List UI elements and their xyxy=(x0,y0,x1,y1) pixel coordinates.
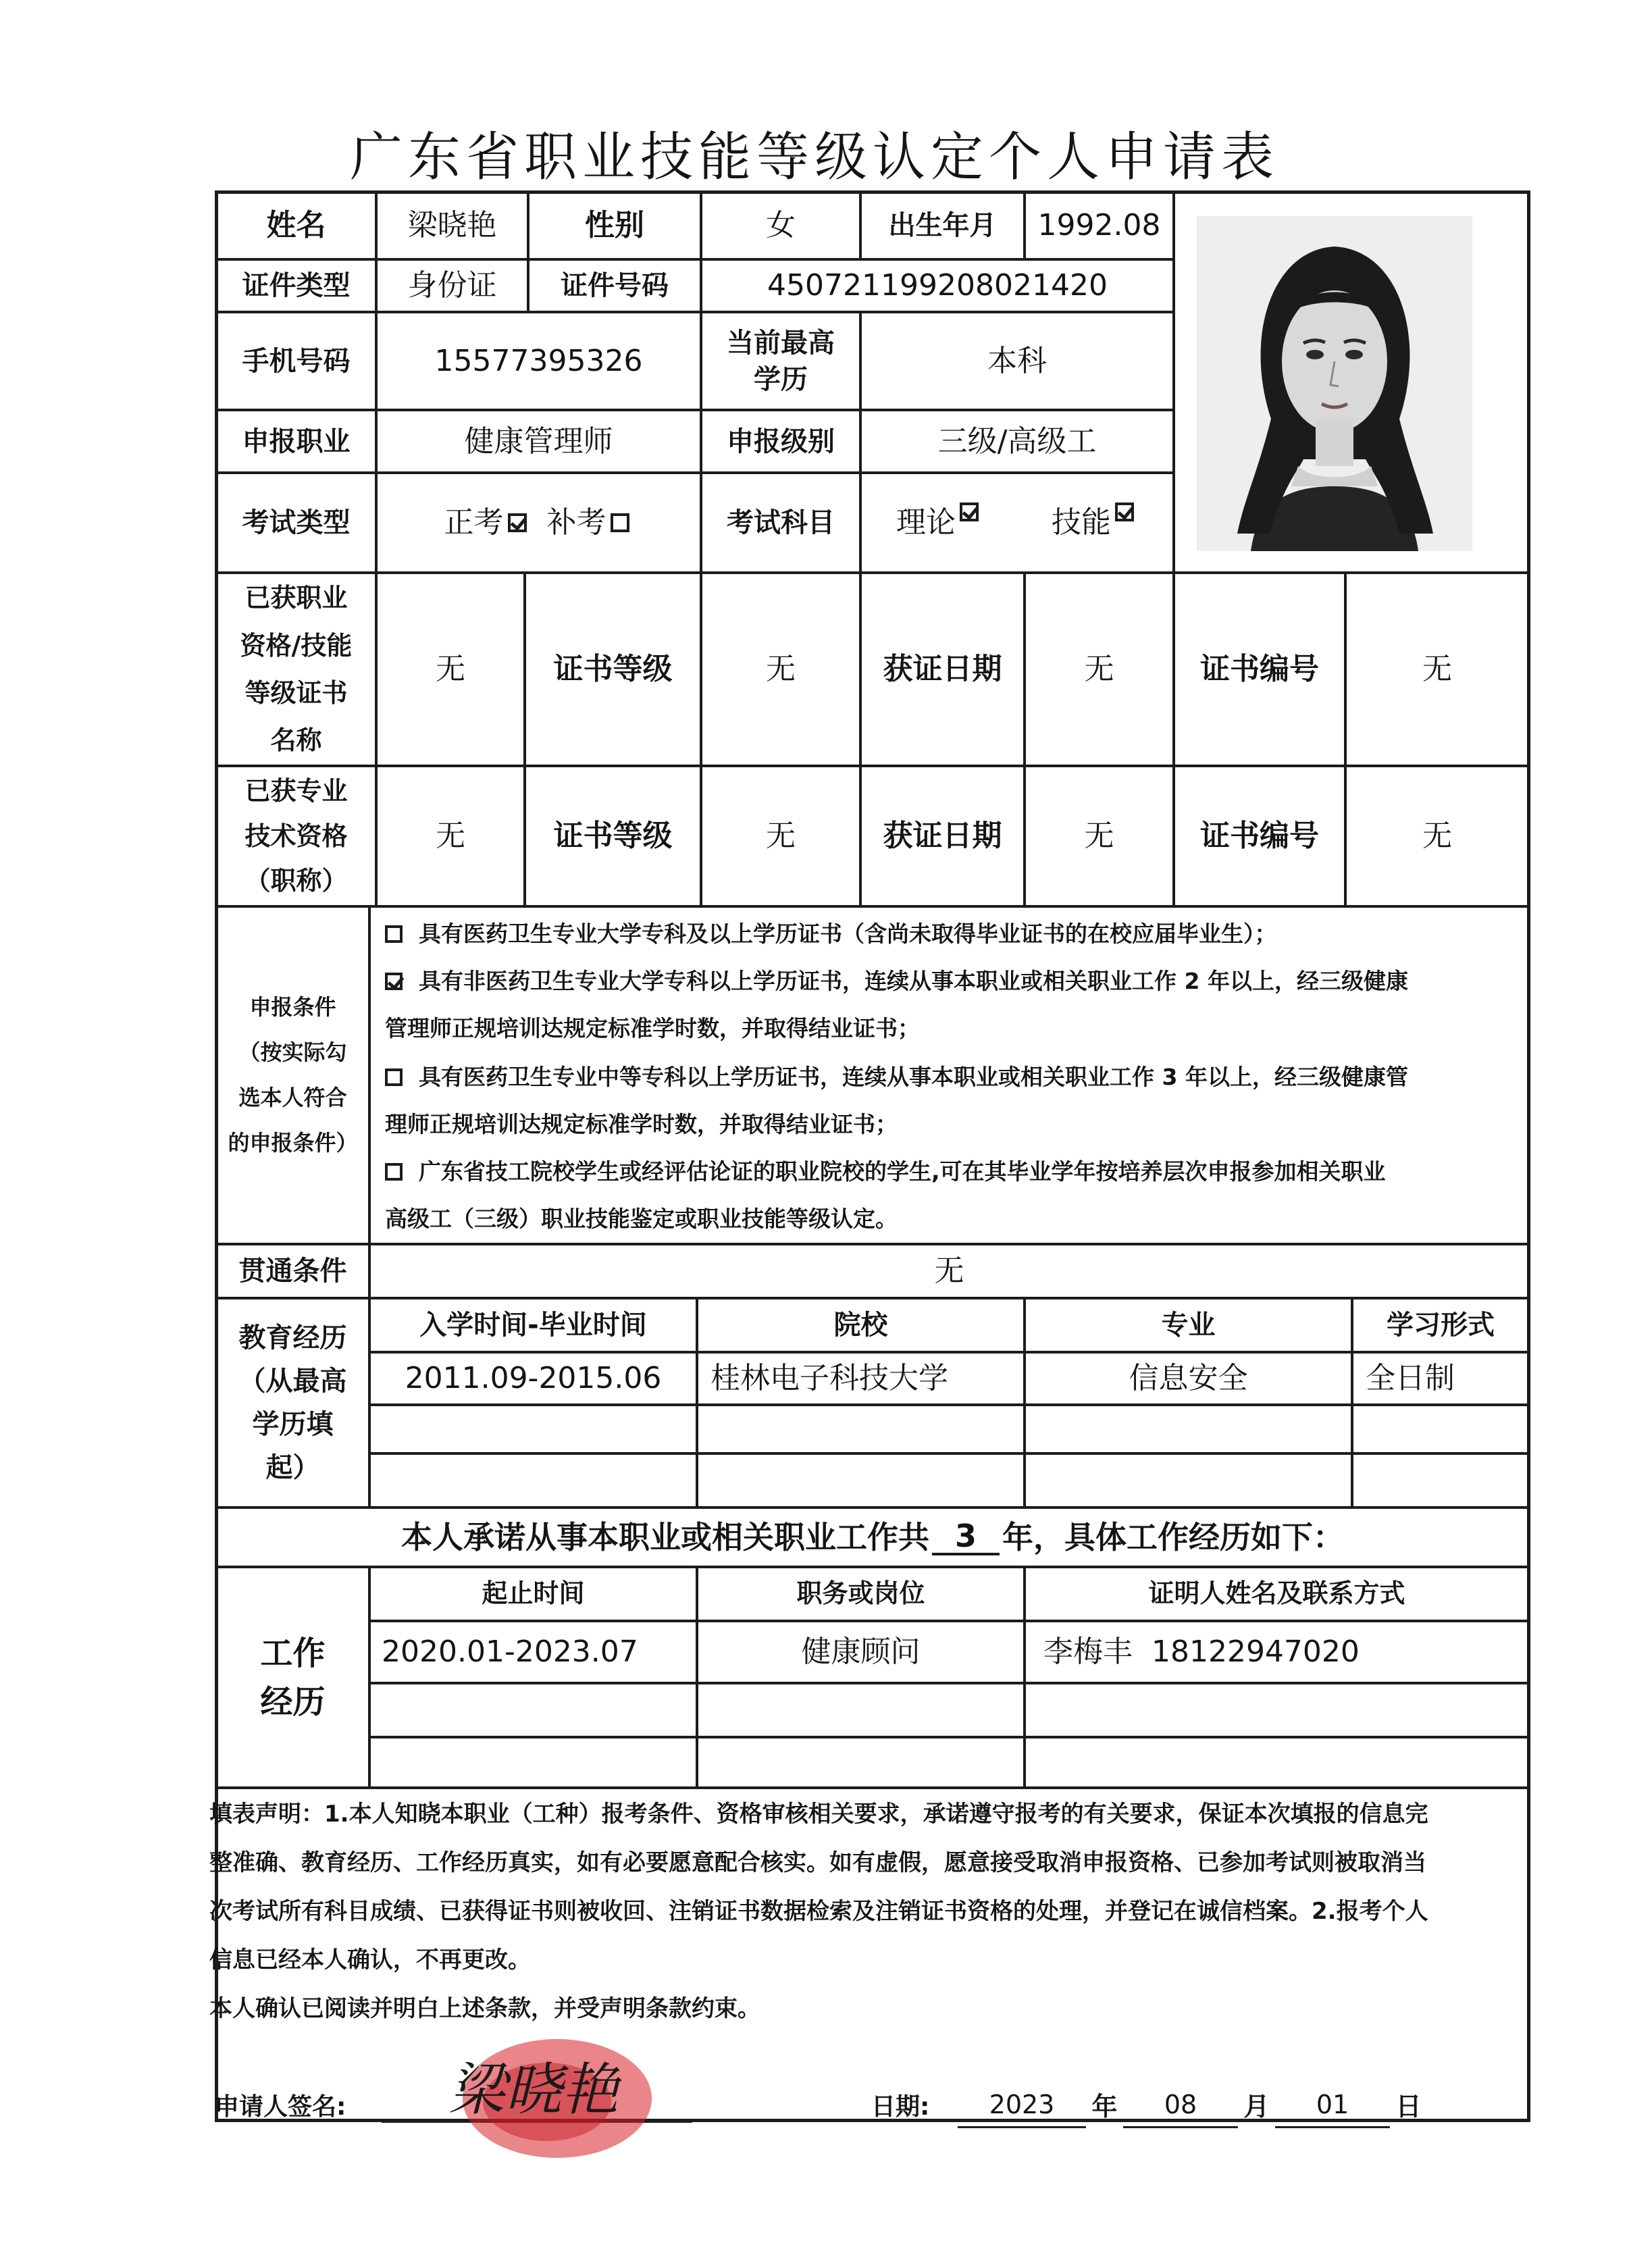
value-through-condition: 无 xyxy=(934,1254,964,1289)
exam-makeup-label: 补考 xyxy=(546,505,606,540)
label-level: 申报级别 xyxy=(727,426,835,457)
condition-line: 理师正规培训达规定标准学时数，并取得结业证书； xyxy=(385,1111,898,1137)
header-edu-major: 专业 xyxy=(1161,1310,1216,1341)
declaration-line: 填表声明：1.本人知晓本职业（工种）报考条件、资格审核相关要求，承诺遵守报考的有关要求，保证本次填报的信息完 xyxy=(209,1801,1428,1828)
edu-mode-1: 全日制 xyxy=(1366,1361,1455,1396)
exam-theory-label: 理论 xyxy=(896,505,956,540)
header-edu-mode: 学习形式 xyxy=(1387,1310,1495,1341)
exam-regular-label: 正考 xyxy=(444,505,504,540)
value-id-type: 身份证 xyxy=(407,268,497,303)
condition-line xyxy=(385,1148,1493,1195)
label-qualification-line: 等级证书 xyxy=(244,678,348,708)
declaration-line: 本人确认已阅读并明白上述条款，并受声明条款约束。 xyxy=(209,1995,760,2022)
value-qualification-date: 无 xyxy=(1084,652,1114,687)
condition-2-checkbox[interactable] xyxy=(385,973,403,990)
header-edu-school: 院校 xyxy=(833,1310,888,1341)
declaration xyxy=(209,1790,1506,2033)
work-post-1: 健康顾问 xyxy=(801,1634,921,1670)
label-cert-level: 证书等级 xyxy=(553,819,673,854)
label-gender: 性别 xyxy=(585,208,644,243)
label-id-type: 证件类型 xyxy=(242,270,351,301)
condition-item xyxy=(385,910,1493,958)
condition-line xyxy=(385,910,1493,958)
label-conditions-line: 申报条件 xyxy=(249,994,336,1020)
grid-line xyxy=(1172,190,1175,571)
label-cert-date: 获证日期 xyxy=(883,652,1002,687)
label-tech-title-line: 已获专业 xyxy=(244,776,348,806)
value-education: 本科 xyxy=(987,343,1047,378)
label-date: 日期: xyxy=(871,2092,930,2121)
exam-theory-checkbox[interactable] xyxy=(960,502,979,521)
value-tech-title-date: 无 xyxy=(1084,819,1114,854)
label-education-history-line: 学历填 xyxy=(252,1409,334,1440)
label-conditions xyxy=(217,908,368,1243)
grid-line xyxy=(215,1786,1530,1789)
value-qualification-number: 无 xyxy=(1422,652,1452,687)
label-cert-number: 证书编号 xyxy=(1200,819,1319,854)
work-commitment-prefix: 本人承诺从事本职业或相关职业工作共 xyxy=(401,1518,929,1555)
value-tech-title-level: 无 xyxy=(766,819,796,854)
label-year: 年 xyxy=(1091,2092,1118,2122)
handwritten-signature: 梁晓艳 xyxy=(448,2057,619,2123)
label-education xyxy=(702,313,859,409)
label-name: 姓名 xyxy=(266,208,326,243)
value-qualification-name: 无 xyxy=(436,652,465,687)
edu-school-1: 桂林电子科技大学 xyxy=(710,1361,948,1396)
label-tech-title xyxy=(217,767,375,905)
date-month: 08 xyxy=(1123,2084,1238,2128)
grid-line xyxy=(368,905,371,1506)
condition-4-checkbox[interactable] xyxy=(385,1163,403,1181)
date-day: 01 xyxy=(1275,2084,1390,2128)
grid-line xyxy=(368,1682,1530,1684)
value-phone: 15577395326 xyxy=(434,343,643,378)
value-tech-title-name: 无 xyxy=(436,819,465,854)
applicant-photo xyxy=(1197,216,1472,551)
edu-major-1: 信息安全 xyxy=(1129,1361,1248,1396)
value-occupation: 健康管理师 xyxy=(464,423,613,459)
header-work-reference: 证明人姓名及联系方式 xyxy=(1148,1578,1405,1609)
condition-1-checkbox[interactable] xyxy=(385,925,403,943)
condition-item xyxy=(385,958,1493,1052)
label-conditions-line: 选本人符合 xyxy=(238,1085,347,1110)
condition-line: 管理师正规培训达规定标准学时数，并取得结业证书； xyxy=(385,1015,920,1041)
header-edu-time: 入学时间-毕业时间 xyxy=(419,1310,647,1341)
condition-1-text: 具有医药卫生专业大学专科及以上学历证书（含尚未取得毕业证书的在校应届毕业生）； xyxy=(419,921,1277,947)
date-year: 2023 xyxy=(958,2084,1086,2128)
label-exam-subject: 考试科目 xyxy=(727,507,835,538)
label-work-history-line: 工作 xyxy=(260,1634,326,1672)
label-education-history xyxy=(217,1299,368,1506)
label-occupation: 申报职业 xyxy=(242,426,351,457)
label-conditions-line: 的申报条件） xyxy=(228,1130,358,1156)
condition-2-text: 具有非医药卫生专业大学专科以上学历证书，连续从事本职业或相关职业工作 2 年以上，经三级健康 xyxy=(419,968,1408,994)
exam-regular-checkbox[interactable] xyxy=(508,513,527,532)
label-education-history-line: 起） xyxy=(265,1452,320,1483)
value-birth: 1992.08 xyxy=(1037,208,1161,243)
declaration-line: 整准确、教育经历、工作经历真实，如有必要愿意配合核实。如有虚假，愿意接受取消申报资格、已参加考试则被取消当 xyxy=(209,1849,1426,1876)
value-name: 梁晓艳 xyxy=(407,208,497,243)
label-exam-type: 考试类型 xyxy=(242,507,351,538)
label-education-history-line: 教育经历 xyxy=(238,1322,347,1354)
declaration-line: 信息已经本人确认，不再更改。 xyxy=(209,1947,531,1974)
exam-makeup-checkbox[interactable] xyxy=(611,513,629,532)
label-phone: 手机号码 xyxy=(242,345,351,377)
work-commitment-years: 3 xyxy=(932,1519,1000,1556)
label-work-history-line: 经历 xyxy=(260,1682,326,1721)
label-work-history xyxy=(217,1568,368,1786)
label-education-history-line: （从最高 xyxy=(238,1366,347,1397)
work-time-1: 2020.01-2023.07 xyxy=(382,1634,638,1670)
header-work-time: 起止时间 xyxy=(482,1578,585,1609)
value-gender: 女 xyxy=(766,208,796,243)
value-tech-title-number: 无 xyxy=(1422,819,1452,854)
label-qualification-line: 已获职业 xyxy=(244,583,348,613)
condition-item xyxy=(385,1054,1493,1148)
label-cert-level: 证书等级 xyxy=(553,652,673,687)
label-day: 日 xyxy=(1395,2092,1422,2122)
condition-item xyxy=(385,1148,1493,1243)
label-id-number: 证件号码 xyxy=(561,270,669,301)
condition-line xyxy=(385,958,1493,1005)
label-education-line: 学历 xyxy=(754,363,808,395)
exam-skill-label: 技能 xyxy=(1052,505,1111,540)
value-id-number: 450721199208021420 xyxy=(767,268,1108,303)
condition-line: 高级工（三级）职业技能鉴定或职业技能等级认定。 xyxy=(385,1206,898,1232)
label-cert-date: 获证日期 xyxy=(883,819,1002,854)
condition-3-text: 具有医药卫生专业中等专科以上学历证书，连续从事本职业或相关职业工作 3 年以上，经三级健康管 xyxy=(419,1064,1408,1090)
value-qualification-level: 无 xyxy=(766,652,796,687)
exam-subject-options xyxy=(862,474,1172,571)
work-commitment-suffix: 年，具体工作经历如下： xyxy=(1002,1518,1344,1555)
label-signature: 申请人签名: xyxy=(215,2092,346,2121)
label-education-line: 当前最高 xyxy=(727,327,835,359)
label-through-condition: 贯通条件 xyxy=(238,1256,347,1287)
label-conditions-line: （按实际勾 xyxy=(238,1039,347,1065)
value-level: 三级/高级工 xyxy=(937,423,1097,459)
edu-time-1: 2011.09-2015.06 xyxy=(405,1361,662,1396)
grid-line xyxy=(368,1403,1530,1406)
label-qualification xyxy=(217,574,375,765)
exam-type-options xyxy=(378,474,700,571)
portrait-image xyxy=(1197,216,1472,551)
label-month: 月 xyxy=(1243,2092,1270,2122)
label-tech-title-line: 技术资格 xyxy=(244,821,348,851)
work-commitment xyxy=(217,1509,1528,1566)
label-tech-title-line: （职称） xyxy=(244,866,348,896)
declaration-line: 次考试所有科目成绩、已获得证书则被收回、注销证书数据检索及注销证书资格的处理，并登记在诚信档案。2.报考个人 xyxy=(209,1898,1428,1925)
label-qualification-line: 资格/技能 xyxy=(240,630,353,661)
header-work-post: 职务或岗位 xyxy=(796,1578,925,1609)
form-title: 广东省职业技能等级认定个人申请表 xyxy=(349,127,1279,188)
exam-skill-checkbox[interactable] xyxy=(1115,502,1134,521)
label-qualification-line: 名称 xyxy=(270,725,322,756)
condition-3-checkbox[interactable] xyxy=(385,1068,403,1086)
label-birth: 出生年月 xyxy=(888,210,997,241)
grid-line xyxy=(368,1736,1530,1738)
work-reference-1: 李梅丰 18122947020 xyxy=(1043,1634,1360,1670)
label-cert-number: 证书编号 xyxy=(1200,652,1319,687)
grid-line xyxy=(368,1452,1530,1455)
condition-line xyxy=(385,1054,1493,1101)
grid-line xyxy=(215,905,1530,908)
condition-4-text: 广东省技工院校学生或经评估论证的职业院校的学生,可在其毕业学年按培养层次申报参加相关职业 xyxy=(419,1158,1386,1185)
